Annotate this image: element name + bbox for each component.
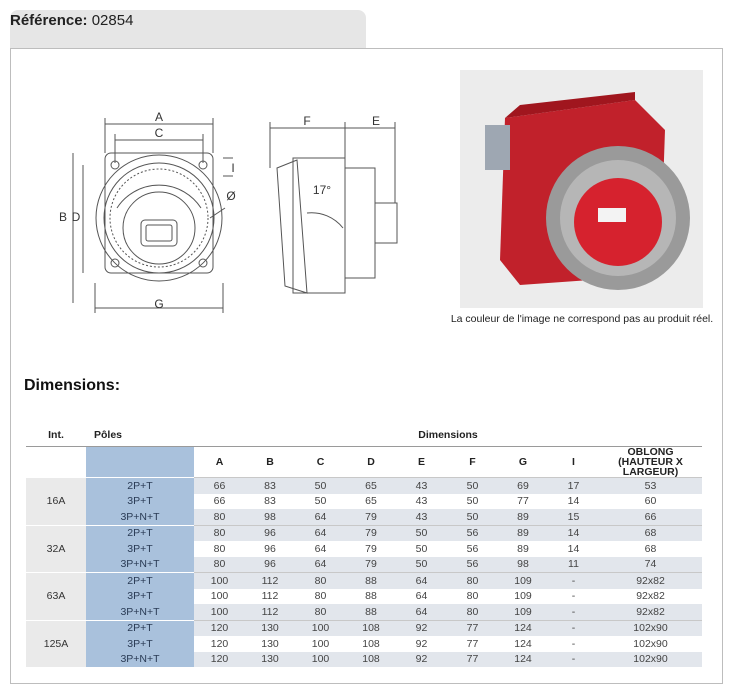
header-int: Int. (26, 424, 86, 447)
dimension-cell-g: 109 (498, 604, 548, 620)
side-terminal (375, 203, 397, 243)
poles-cell: 3P+N+T (86, 557, 194, 573)
label-c: C (154, 126, 164, 140)
poles-cell: 3P+N+T (86, 604, 194, 620)
dimension-cell-c: 64 (295, 525, 346, 541)
dimension-cell-c: 64 (314, 542, 327, 555)
dimension-cell-e: 43 (415, 495, 428, 508)
dimension-cell-f: 56 (447, 525, 498, 541)
dimension-cell-d: 108 (346, 652, 396, 668)
dimension-cell-a: 66 (194, 478, 245, 494)
dimension-cell-g: 109 (514, 590, 532, 603)
dimension-cell-f: 56 (447, 557, 498, 573)
dimension-cell-d: 108 (362, 637, 380, 650)
table-row (26, 589, 702, 605)
front-outer-ring (96, 155, 222, 281)
dimension-cell-d: 79 (346, 509, 396, 525)
table-row (26, 478, 702, 494)
table-header-row (26, 424, 702, 447)
front-plate (105, 153, 213, 273)
oblong-cell: 92x82 (636, 590, 665, 603)
dimension-cell-g: 89 (498, 525, 548, 541)
dimension-cell-d: 108 (346, 620, 396, 636)
front-mid-ring (104, 163, 214, 273)
socket-label (598, 208, 626, 222)
dimension-cell-c: 100 (295, 652, 346, 668)
table-row (26, 620, 702, 636)
dimension-cell-c: 100 (311, 637, 330, 650)
dimensions-table (26, 424, 702, 667)
socket-cable-glands (485, 125, 510, 170)
dimension-drawing (45, 68, 425, 323)
dimension-cell-i: 11 (548, 557, 599, 573)
dimension-cell-c: 50 (295, 478, 346, 494)
dimension-cell-i: 15 (548, 509, 599, 525)
oblong-cell: 92x82 (599, 573, 702, 589)
oblong-cell: 66 (599, 509, 702, 525)
dimension-cell-i: 14 (567, 542, 580, 555)
dimension-cell-i: - (571, 637, 576, 650)
table-subheader-row (26, 447, 702, 478)
poles-cell: 3P+T (86, 541, 194, 557)
dimension-cell-i: - (548, 652, 599, 668)
dimension-cell-c: 80 (314, 590, 327, 603)
dimension-cell-c: 64 (295, 509, 346, 525)
dimension-cell-a: 100 (210, 590, 229, 603)
rating-cell: 16A (26, 478, 86, 526)
dimension-cell-i: - (548, 620, 599, 636)
front-lid (123, 192, 195, 264)
header-col-g: G (518, 456, 528, 468)
oblong-cell: 68 (644, 542, 657, 555)
dimension-cell-d: 88 (346, 573, 396, 589)
reference-value: 02854 (91, 12, 134, 29)
dimension-cell-g: 69 (498, 478, 548, 494)
dimension-cell-b: 96 (245, 557, 295, 573)
dimension-cell-b: 83 (245, 478, 295, 494)
table-row (26, 525, 702, 541)
table-row (26, 604, 702, 620)
oblong-line-1: OBLONG (627, 446, 674, 458)
dimension-cell-b: 98 (245, 509, 295, 525)
dimension-cell-a: 80 (213, 542, 226, 555)
dimension-cell-g: 89 (498, 509, 548, 525)
oblong-cell: 74 (599, 557, 702, 573)
oblong-cell: 102x90 (599, 652, 702, 668)
header-col-d: D (367, 456, 375, 468)
dimension-cell-g: 77 (517, 495, 529, 508)
table-row (26, 509, 702, 525)
poles-cell: 3P+T (86, 494, 194, 510)
dimension-cell-e: 64 (396, 573, 447, 589)
dimension-cell-d: 79 (365, 542, 377, 555)
poles-cell: 3P+T (86, 589, 194, 605)
oblong-cell: 102x90 (599, 620, 702, 636)
side-cover (293, 158, 345, 293)
header-col-i: I (572, 456, 575, 468)
rating-cell: 63A (26, 573, 86, 621)
dimension-cell-f: 56 (466, 542, 479, 555)
dimension-cell-a: 120 (194, 652, 245, 668)
subheader-poles-band (86, 447, 194, 478)
reference-label: Référence: (10, 12, 88, 29)
dimension-cell-e: 64 (415, 590, 428, 603)
dimension-cell-e: 43 (396, 478, 447, 494)
dimension-cell-e: 92 (396, 652, 447, 668)
dimension-cell-d: 88 (365, 590, 377, 603)
oblong-cell: 53 (599, 478, 702, 494)
dimension-cell-c: 64 (295, 557, 346, 573)
dimensions-table-body (26, 478, 702, 668)
label-phi: Ø (226, 189, 236, 203)
dimension-cell-f: 50 (466, 495, 479, 508)
dimension-cell-e: 50 (415, 542, 428, 555)
label-a: A (154, 110, 164, 124)
dimension-cell-i: 14 (567, 495, 580, 508)
dimension-cell-f: 77 (447, 620, 498, 636)
dimension-cell-i: - (571, 590, 576, 603)
poles-cell: 2P+T (86, 525, 194, 541)
table-row (26, 541, 702, 557)
dimension-cell-b: 130 (245, 620, 295, 636)
dimension-cell-a: 120 (194, 620, 245, 636)
oblong-cell: 102x90 (633, 637, 668, 650)
reference-heading (10, 12, 133, 29)
dimension-cell-e: 64 (396, 604, 447, 620)
dimension-cell-f: 80 (447, 573, 498, 589)
header-poles: Pôles (86, 424, 194, 447)
dimension-cell-d: 65 (365, 495, 377, 508)
label-angle: 17° (312, 183, 332, 197)
oblong-cell: 92x82 (599, 604, 702, 620)
dimension-cell-b: 130 (245, 652, 295, 668)
dimensions-title: Dimensions: (24, 377, 121, 394)
poles-cell: 3P+N+T (86, 509, 194, 525)
dimension-cell-e: 50 (396, 525, 447, 541)
dimension-cell-d: 88 (346, 604, 396, 620)
dimension-cell-c: 100 (295, 620, 346, 636)
side-angle-arc (307, 213, 343, 228)
dimension-cell-b: 112 (261, 590, 279, 603)
dimension-cell-g: 124 (498, 620, 548, 636)
dimension-cell-a: 66 (213, 495, 226, 508)
label-e: E (371, 114, 381, 128)
dimension-cell-i: 17 (548, 478, 599, 494)
dimension-cell-f: 80 (447, 604, 498, 620)
dimension-cell-c: 80 (295, 573, 346, 589)
table-row (26, 636, 702, 652)
label-i: I (231, 161, 235, 175)
dimension-cell-e: 50 (396, 557, 447, 573)
rating-cell: 125A (26, 620, 86, 667)
product-photo (460, 70, 703, 308)
dimension-cell-f: 50 (447, 509, 498, 525)
label-d: D (71, 210, 81, 224)
dimension-cell-f: 77 (466, 637, 479, 650)
oblong-cell: 60 (644, 495, 657, 508)
front-upper-arc (117, 185, 201, 208)
dimension-cell-g: 124 (498, 652, 548, 668)
dimension-cell-f: 50 (447, 478, 498, 494)
dimension-cell-f: 80 (466, 590, 479, 603)
dimension-cell-b: 112 (245, 573, 295, 589)
dimension-cell-f: 77 (447, 652, 498, 668)
dimension-cell-g: 124 (514, 637, 532, 650)
dimension-cell-a: 80 (194, 509, 245, 525)
label-f: F (303, 114, 311, 128)
oblong-line-2: (HAUTEUR X LARGEUR) (618, 456, 683, 478)
front-lid-window-inner (146, 225, 172, 241)
label-g: G (154, 297, 164, 311)
dimension-cell-b: 112 (245, 604, 295, 620)
dim-leader-phi (210, 208, 225, 218)
dimension-cell-b: 96 (264, 542, 276, 555)
side-hinge (277, 160, 307, 293)
dimension-cell-b: 96 (245, 525, 295, 541)
header-col-oblong (599, 447, 702, 478)
dimension-cell-e: 92 (415, 637, 428, 650)
dimension-cell-a: 120 (210, 637, 229, 650)
dimension-cell-i: - (548, 604, 599, 620)
header-col-c: C (316, 456, 325, 468)
table-row (26, 494, 702, 510)
poles-cell: 2P+T (86, 573, 194, 589)
label-b: B (58, 210, 68, 224)
poles-cell: 3P+N+T (86, 652, 194, 668)
dimension-cell-e: 43 (396, 509, 447, 525)
dimension-cell-d: 79 (346, 525, 396, 541)
header-col-b: B (266, 456, 274, 468)
dimension-cell-a: 80 (194, 525, 245, 541)
photo-caption: La couleur de l'image ne correspond pas au produit réel. (450, 313, 714, 325)
dimension-cell-a: 80 (194, 557, 245, 573)
side-body (345, 168, 375, 278)
dimension-cell-c: 80 (295, 604, 346, 620)
poles-cell: 3P+T (86, 636, 194, 652)
table-row (26, 652, 702, 668)
dimension-cell-g: 89 (517, 542, 529, 555)
header-col-a: A (215, 456, 224, 468)
table-row (26, 557, 702, 573)
header-col-e: E (417, 456, 425, 468)
poles-cell: 2P+T (86, 620, 194, 636)
dimension-cell-a: 100 (194, 604, 245, 620)
header-dimensions: Dimensions (194, 424, 702, 447)
rating-cell: 32A (26, 525, 86, 573)
dimension-cell-i: 14 (548, 525, 599, 541)
dimension-cell-d: 79 (346, 557, 396, 573)
dimension-cell-i: - (548, 573, 599, 589)
dimension-cell-b: 130 (261, 637, 279, 650)
dimension-cell-g: 98 (498, 557, 548, 573)
dimension-cell-b: 83 (264, 495, 276, 508)
dimension-cell-d: 65 (346, 478, 396, 494)
header-col-f: F (469, 456, 476, 468)
dimension-cell-e: 92 (396, 620, 447, 636)
dimension-cell-g: 109 (498, 573, 548, 589)
table-row (26, 573, 702, 589)
dimension-cell-c: 50 (314, 495, 327, 508)
poles-cell: 2P+T (86, 478, 194, 494)
dimension-cell-a: 100 (194, 573, 245, 589)
oblong-cell: 68 (599, 525, 702, 541)
